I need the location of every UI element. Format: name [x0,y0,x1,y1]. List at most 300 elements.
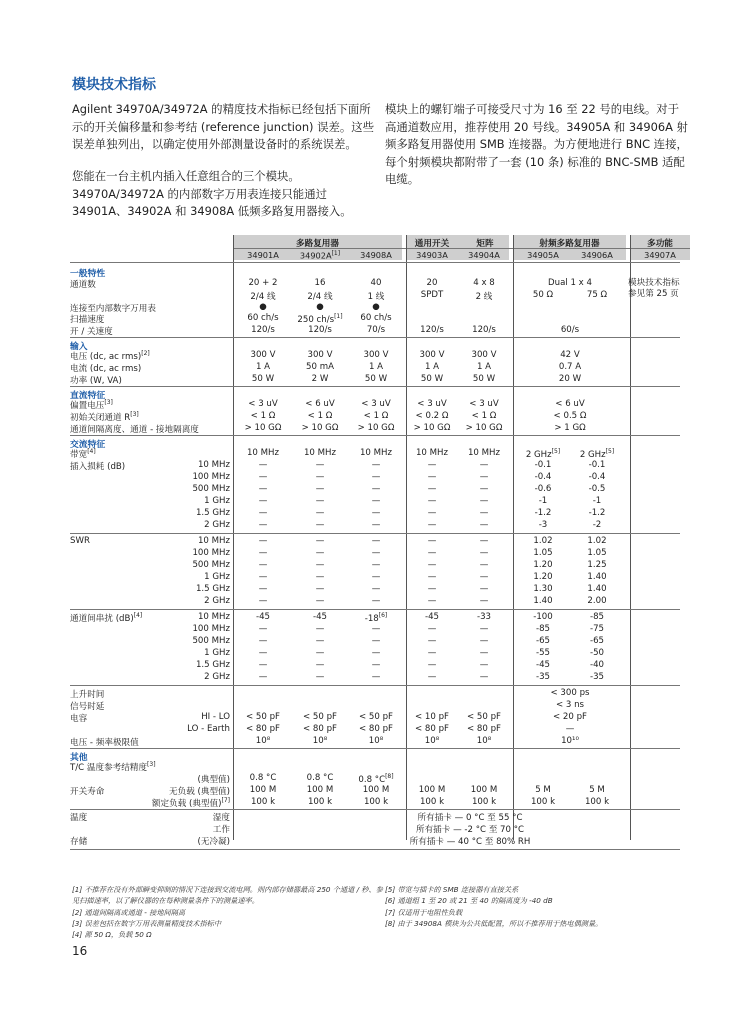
insertion-loss-34905a: -1.2 [534,508,552,518]
wires-value: 2/4 线 [307,292,333,302]
label-switch-life: 开关寿命 [70,787,105,797]
noncondensing-label: (无冷凝) [197,837,230,847]
crosstalk-dash: — [371,660,381,670]
ratedload-value: 100 k [419,797,445,807]
insertion-loss-34906a: -2 [592,520,602,530]
bandwidth-value: 10 MHz [467,448,501,458]
cap-hilo-value: < 50 pF [359,712,393,722]
power-value: 50 W [364,374,388,384]
insertion-loss-dash: — [315,472,325,482]
label-voltage: 电压 (dc, ac rms)[2] [70,350,150,362]
humidity-label: 湿度 [212,813,230,823]
initr-value: < 1 Ω [363,411,389,421]
section-heading: 模块技术指标 [72,77,156,93]
isolation-value: > 10 GΩ [465,423,503,433]
delay-value: < 3 ns [555,700,585,710]
power-value: 50 W [472,374,496,384]
voltage-value: 300 V [307,350,333,360]
insertion-loss-dash: — [315,508,325,518]
insertion-loss-dash: — [371,520,381,530]
label-capacitance: 电容 [70,714,88,724]
swr-dash: — [315,560,325,570]
temperature-value: 所有插卡 — 0 °C 至 55 °C [417,813,523,823]
insertion-loss-34905a: -3 [538,520,548,530]
crosstalk-34905a: -100 [533,612,553,622]
insertion-loss-dash: — [258,520,268,530]
crosstalk-dash: — [427,648,437,658]
column-separator [513,235,514,840]
ratedload-value: 100 k [307,797,333,807]
swr-dash: — [479,560,489,570]
dmm-bullet: ● [259,302,267,312]
crosstalk-34905a: -35 [535,672,551,682]
typical-label: (典型值) [197,775,230,785]
crosstalk-value: -33 [476,612,492,622]
initr-value: < 0.2 Ω [415,411,449,421]
insertion-loss-dash: — [315,484,325,494]
openclose-value: 120/s [472,325,496,335]
isolation-value: > 10 GΩ [244,423,282,433]
swr-dash: — [258,584,268,594]
offset-value: < 6 uV [305,399,335,409]
freq-label: 100 MHz [192,624,230,634]
swr-34906a: 2.00 [587,596,607,606]
group-header: 多路复用器 [296,239,339,249]
insertion-loss-34906a: -0.1 [588,460,606,470]
offset-value: < 3 uV [361,399,391,409]
swr-34906a: 1.02 [587,536,607,546]
group-header: 通用开关 [414,239,450,249]
footnote-5: [5] 带宽与插卡的 SMB 连接器有直接关系 [385,885,519,894]
freq-label: 1 GHz [204,648,230,658]
crosstalk-dash: — [371,636,381,646]
model-header: 34904A [468,250,500,260]
insertion-loss-dash: — [371,484,381,494]
volt-freq-value: 10⁸ [312,736,328,746]
swr-dash: — [315,584,325,594]
cap-hilo-value-rf: < 20 pF [553,712,587,722]
crosstalk-dash: — [258,672,268,682]
insertion-loss-dash: — [371,508,381,518]
crosstalk-dash: — [427,636,437,646]
channels-value: 40 [370,278,382,288]
noload-value: 100 M [418,785,446,795]
noload-value: 5 M [535,785,551,795]
swr-34905a: 1.02 [533,536,553,546]
bandwidth-value: 10 MHz [246,448,280,458]
insertion-loss-34906a: -0.4 [588,472,606,482]
openclose-value: 70/s [366,325,386,335]
model-header: 34902A[1] [299,250,341,261]
crosstalk-dash: — [479,660,489,670]
insertion-loss-dash: — [479,460,489,470]
label-temperature: 温度 [70,813,88,823]
table-bottom-rule [70,849,680,850]
cap-loearth-label: LO - Earth [187,724,230,734]
freq-label: 100 MHz [192,548,230,558]
crosstalk-dash: — [315,624,325,634]
footnote-4: [4] 源 50 Ω，负载 50 Ω [72,930,152,940]
label-tc: T/C 温度参考结精度[3] [70,761,156,773]
power-value: 2 W [311,374,329,384]
volt-freq-value-rf: 10¹⁰ [561,736,579,746]
power-value: 50 W [251,374,275,384]
swr-34906a: 1.40 [587,572,607,582]
freq-label: 100 MHz [192,472,230,482]
wires-value: 2/4 线 [250,292,276,302]
crosstalk-dash: — [479,672,489,682]
swr-dash: — [315,596,325,606]
section-other: 其他 [70,753,88,763]
model-header: 34903A [416,250,448,260]
freq-label: 10 MHz [197,460,230,470]
freq-label: 1.5 GHz [195,584,230,594]
scan-value: 60 ch/s [247,313,279,323]
freq-label: 2 GHz [204,596,230,606]
ratedload-value: 100 k [471,797,497,807]
insertion-loss-dash: — [479,484,489,494]
noload-value: 100 M [306,785,334,795]
crosstalk-value: -45 [255,612,271,622]
operating-label: 工作 [212,825,230,835]
insertion-loss-34905a: -0.1 [534,460,552,470]
swr-34905a: 1.30 [533,584,553,594]
swr-dash: — [479,548,489,558]
swr-dash: — [427,584,437,594]
crosstalk-dash: — [315,636,325,646]
insertion-loss-dash: — [427,496,437,506]
row-divider [70,809,680,810]
noload-value: 100 M [249,785,277,795]
wires-value: 50 Ω [532,290,554,300]
current-value: 1 A [476,362,492,372]
wires-value: 75 Ω [586,290,608,300]
swr-dash: — [479,536,489,546]
bandwidth-value: 10 MHz [415,448,449,458]
volt-freq-value: 10⁸ [368,736,384,746]
insertion-loss-dash: — [315,460,325,470]
channels-value-rf: Dual 1 x 4 [548,278,592,288]
insertion-loss-34906a: -1 [592,496,602,506]
crosstalk-34906a: -50 [589,648,605,658]
swr-dash: — [315,572,325,582]
crosstalk-dash: — [315,660,325,670]
crosstalk-34906a: -40 [589,660,605,670]
label-volt-freq: 电压 - 频率极限值 [70,738,139,748]
row-divider [70,337,680,338]
insertion-loss-dash: — [479,508,489,518]
label-offset: 偏置电压[3] [70,399,113,411]
insertion-loss-dash: — [371,472,381,482]
page-number: 16 [72,944,88,958]
freq-label: 2 GHz [204,672,230,682]
wires-value: 2 线 [475,292,493,302]
crosstalk-dash: — [258,648,268,658]
freq-label: 10 MHz [197,612,230,622]
voltage-value: 300 V [471,350,497,360]
wires-value: SPDT [420,290,444,300]
insertion-loss-dash: — [258,508,268,518]
freq-label: 1 GHz [204,496,230,506]
label-channels: 通道数 [70,280,96,290]
crosstalk-dash: — [258,636,268,646]
tc-value: 0.8 °C [249,773,277,783]
insertion-loss-dash: — [427,472,437,482]
table-header-rule [70,262,680,263]
rise-value: < 300 ps [550,688,590,698]
bandwidth-rf: 2 GHz[5] [525,448,561,460]
dmm-bullet: ● [316,302,324,312]
insertion-loss-dash: — [427,508,437,518]
footnote-3: [3] 误差包括在数字万用表测量精度技术指标中 [72,918,222,928]
header-divider [233,248,690,249]
insertion-loss-34905a: -0.4 [534,472,552,482]
crosstalk-value: -45 [312,612,328,622]
bandwidth-value: 10 MHz [359,448,393,458]
crosstalk-dash: — [315,648,325,658]
footnotes-right [385,884,685,929]
model-header: 34907A [644,250,676,260]
swr-dash: — [258,596,268,606]
insertion-loss-34905a: -0.6 [534,484,552,494]
footnote-6: [6] 通道组 1 至 20 或 21 至 40 的隔离度为 -40 dB [385,896,553,906]
swr-dash: — [371,536,381,546]
section-dc: 直流特征 [70,391,106,401]
model-header: 34905A [527,250,559,260]
row-divider [70,386,680,387]
label-isolation: 通道间隔离度、通道 - 接地隔离度 [70,425,199,435]
ratedload-value: 100 k [584,797,610,807]
group-header: 矩阵 [476,239,494,249]
column-separator [233,235,234,840]
row-divider [70,533,680,534]
scan-value: 250 ch/s[1] [297,313,343,325]
crosstalk-dash: — [371,672,381,682]
intro-paragraph-3: 模块上的螺钉端子可接受尺寸为 16 至 22 号的电线。对于高通道数应用，推荐使用 20 号线。34905A 和 34906A 射频多路复用器使用 SMB 连接器。为方便地进行 BNC 连接，每个射频模块都附带了一套 (10 条) 标准的 BNC-SMB 适配电缆。 [385,102,688,186]
offset-value: < 3 uV [248,399,278,409]
intro-paragraph-1: Agilent 34970A/34972A 的精度技术指标已经包括下面所示的开关偏移量和参考结 (reference junction) 误差。这些误差单独列出，以确定使用外部测量设备时的系统误差。 [72,102,375,151]
freq-label: 1.5 GHz [195,660,230,670]
insertion-loss-dash: — [479,496,489,506]
current-value: 1 A [255,362,271,372]
channels-value: 16 [314,278,326,288]
label-scan: 扫描速度 [70,315,105,325]
tc-value: 0.8 °C [306,773,334,783]
operating-value: 所有插卡 — -2 °C 至 70 °C [415,825,525,835]
crosstalk-34906a: -75 [589,624,605,634]
voltage-value: 300 V [363,350,389,360]
voltage-value: 300 V [250,350,276,360]
swr-dash: — [371,560,381,570]
swr-dash: — [479,572,489,582]
row-divider [70,685,680,686]
freq-label: 500 MHz [192,636,230,646]
swr-dash: — [479,596,489,606]
voltage-value: 300 V [419,350,445,360]
insertion-loss-dash: — [258,460,268,470]
cap-loearth-value: < 80 pF [303,724,337,734]
volt-freq-value: 10⁸ [424,736,440,746]
swr-dash: — [371,572,381,582]
cap-hilo-value: < 10 pF [415,712,449,722]
openclose-rf: 60/s [560,325,580,335]
volt-freq-value: 10⁸ [476,736,492,746]
cap-loearth-value-rf: — [565,724,575,734]
crosstalk-dash: — [427,660,437,670]
insertion-loss-dash: — [371,496,381,506]
swr-34906a: 1.25 [587,560,607,570]
tc-value: 0.8 °C[8] [358,773,394,785]
module-spec-table [70,235,680,875]
label-insertion-loss: 插入损耗 (dB) [70,462,126,472]
insertion-loss-dash: — [479,472,489,482]
insertion-loss-dash: — [427,484,437,494]
noload-label: 无负载 (典型值) [169,787,230,797]
insertion-loss-dash: — [258,496,268,506]
label-rise-time: 上升时间 [70,690,105,700]
crosstalk-value: -45 [424,612,440,622]
current-value: 1 A [368,362,384,372]
swr-dash: — [258,548,268,558]
cap-hilo-label: HI - LO [201,712,230,722]
label-current: 电流 (dc, ac rms) [70,364,142,374]
cap-hilo-value: < 50 pF [467,712,501,722]
insertion-loss-dash: — [427,460,437,470]
label-bandwidth: 带宽[4] [70,448,96,460]
swr-dash: — [258,536,268,546]
crosstalk-34905a: -85 [535,624,551,634]
insertion-loss-34906a: -1.2 [588,508,606,518]
swr-dash: — [479,584,489,594]
swr-34906a: 1.05 [587,548,607,558]
bandwidth-rf: 2 GHz[5] [579,448,615,460]
label-dmm: 连接至内部数字万用表 [70,304,156,314]
freq-label: 1 GHz [204,572,230,582]
model-header: 34908A [360,250,392,260]
crosstalk-dash: — [371,624,381,634]
crosstalk-dash: — [427,624,437,634]
model-header: 34906A [581,250,613,260]
current-value: 1 A [424,362,440,372]
swr-dash: — [427,572,437,582]
noload-value: 100 M [470,785,498,795]
current-value-rf: 0.7 A [558,362,582,372]
initr-value: < 1 Ω [471,411,497,421]
isolation-value: > 10 GΩ [413,423,451,433]
channels-value: 20 [426,278,438,288]
isolation-value: > 10 GΩ [301,423,339,433]
row-divider [70,435,680,436]
channels-value: 4 x 8 [473,278,495,288]
ratedload-value: 100 k [250,797,276,807]
footnotes-left [72,884,387,940]
crosstalk-34905a: -55 [535,648,551,658]
swr-34905a: 1.05 [533,548,553,558]
storage-value: 所有插卡 — 40 °C 至 80% RH [409,837,531,847]
section-general: 一般特性 [70,269,106,279]
cap-loearth-value: < 80 pF [415,724,449,734]
section-ac: 交流特征 [70,440,106,450]
noload-value: 5 M [589,785,605,795]
scan-value: 60 ch/s [360,313,392,323]
crosstalk-34905a: -65 [535,636,551,646]
initr-value: < 1 Ω [307,411,333,421]
crosstalk-dash: — [258,660,268,670]
cap-hilo-value: < 50 pF [246,712,280,722]
ratedload-label: 额定负载 (典型值)[7] [151,797,230,809]
insertion-loss-dash: — [258,484,268,494]
insertion-loss-34905a: -1 [538,496,548,506]
crosstalk-34906a: -85 [589,612,605,622]
swr-dash: — [427,560,437,570]
intro-paragraph-2: 您能在一台主机内插入任意组合的三个模块。34970A/34972A 的内部数字万用表连接只能通过 34901A、34902A 和 34908A 低频多路复用器接入。 [72,169,352,218]
swr-dash: — [258,560,268,570]
crosstalk-value: -18[6] [364,612,388,624]
power-value: 50 W [420,374,444,384]
group-header: 多功能 [647,239,673,249]
group-header: 射频多路复用器 [539,239,600,249]
cap-loearth-value: < 80 pF [467,724,501,734]
crosstalk-34905a: -45 [535,660,551,670]
swr-dash: — [427,536,437,546]
crosstalk-dash: — [371,648,381,658]
label-openclose: 开 / 关速度 [70,327,113,337]
insertion-loss-dash: — [258,472,268,482]
volt-freq-value: 10⁸ [255,736,271,746]
label-crosstalk: 通道间串扰 (dB)[4] [70,612,143,624]
wires-value: 1 线 [367,292,385,302]
swr-dash: — [371,548,381,558]
voltage-value-rf: 42 V [560,350,580,360]
openclose-value: 120/s [251,325,275,335]
openclose-value: 120/s [420,325,444,335]
noload-value: 100 M [362,785,390,795]
offset-value: < 3 uV [417,399,447,409]
cap-loearth-value: < 80 pF [246,724,280,734]
isolation-value: > 10 GΩ [357,423,395,433]
initr-value-rf: < 0.5 Ω [553,411,587,421]
swr-dash: — [315,536,325,546]
swr-dash: — [427,596,437,606]
openclose-value: 120/s [308,325,332,335]
offset-value-rf: < 6 uV [555,399,585,409]
label-swr: SWR [70,536,90,546]
section-input: 输入 [70,342,88,352]
label-delay: 信号时延 [70,702,105,712]
label-storage: 存储 [70,837,88,847]
swr-dash: — [315,548,325,558]
crosstalk-dash: — [258,624,268,634]
label-power: 功率 (W, VA) [70,376,122,386]
row-divider [70,748,680,749]
freq-label: 1.5 GHz [195,508,230,518]
freq-label: 500 MHz [192,484,230,494]
column-separator [630,235,631,840]
model-header: 34901A [247,250,279,260]
insertion-loss-dash: — [427,520,437,530]
swr-34905a: 1.20 [533,560,553,570]
swr-34905a: 1.20 [533,572,553,582]
channels-value: 20 + 2 [248,278,278,288]
swr-34905a: 1.40 [533,596,553,606]
crosstalk-dash: — [479,648,489,658]
crosstalk-34906a: -35 [589,672,605,682]
initr-value: < 1 Ω [250,411,276,421]
footnote-1: [1] 不推荐在没有外部瞬变抑制的情况下连接到交流电网。则内部存储器最高 250 个通道 / 秒、参见扫描速率，以了解仪器的在每种测量条件下的测量速率。 [72,885,383,906]
label-initr: 初始关闭通道 R[3] [70,411,139,423]
freq-label: 2 GHz [204,520,230,530]
row-divider [70,609,680,610]
